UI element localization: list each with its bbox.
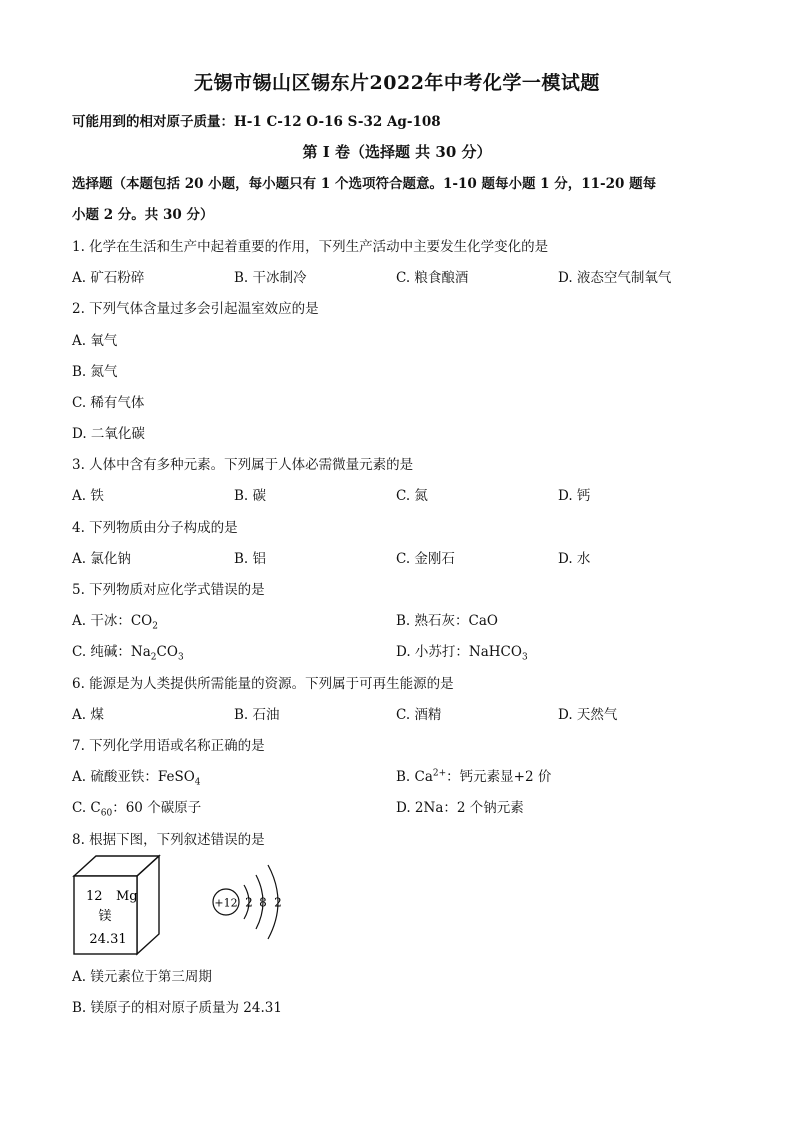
atomic-mass-info: 可能用到的相对原子质量：H-1 C-12 O-16 S-32 Ag-108	[72, 114, 441, 130]
question-6-option-c: C. 酒精	[396, 707, 442, 723]
atom-structure	[213, 865, 282, 939]
question-2-option-a: A. 氧气	[72, 333, 118, 349]
question-6-option-d: D. 天然气	[558, 707, 618, 723]
exam-title: 无锡市锡山区锡东片2022年中考化学一模试题	[194, 72, 600, 94]
element-number: 12	[86, 889, 103, 904]
question-7-option-a: A. 硫酸亚铁：FeSO$_4$	[72, 769, 201, 788]
question-4-stem: 4. 下列物质由分子构成的是	[72, 520, 238, 536]
question-3-option-b: B. 碳	[234, 488, 267, 504]
question-3-stem: 3. 人体中含有多种元素。下列属于人体必需微量元素的是	[72, 457, 414, 473]
question-2-option-c: C. 稀有气体	[72, 395, 145, 411]
question-5-option-a: A. 干冰：$CO_2$	[72, 613, 158, 632]
question-4-option-d: D. 水	[558, 551, 591, 567]
question-4-option-c: C. 金刚石	[396, 551, 455, 567]
instructions-line-2: 小题 2 分。共 30 分）	[72, 207, 214, 223]
question-1-option-c: C. 粮食酿酒	[396, 270, 469, 286]
question-2-option-d: D. 二氧化碳	[72, 426, 145, 442]
question-8-option-b: B. 镁原子的相对原子质量为 24.31	[72, 1000, 282, 1016]
question-1-stem: 1. 化学在生活和生产中起着重要的作用，下列生产活动中主要发生化学变化的是	[72, 239, 549, 255]
shell-3-electrons: 2	[274, 895, 282, 910]
question-4-option-a: A. 氯化钠	[72, 551, 131, 567]
question-3-option-d: D. 钙	[558, 488, 591, 504]
section-header: 第 I 卷（选择题 共 30 分）	[302, 143, 492, 161]
question-8-stem: 8. 根据下图，下列叙述错误的是	[72, 832, 265, 848]
question-5-option-b: B. 熟石灰：CaO	[396, 613, 498, 629]
element-symbol: Mg	[116, 889, 138, 904]
nucleus-charge: +12	[214, 896, 238, 910]
question-6-option-a: A. 煤	[72, 707, 104, 723]
element-mass: 24.31	[89, 932, 127, 947]
question-5-option-c: C. 纯碱：$Na_2CO_3$	[72, 644, 184, 663]
question-7-option-d: D. 2Na：2 个钠元素	[396, 800, 524, 816]
element-card	[74, 856, 159, 954]
question-5-option-d: D. 小苏打：NaHCO$_3$	[396, 644, 528, 663]
question-1-option-b: B. 干冰制冷	[234, 270, 307, 286]
instructions-line-1: 选择题（本题包括 20 小题，每小题只有 1 个选项符合题意。1-10 题每小题 1 分，11-20 题每	[72, 176, 657, 192]
element-name: 镁	[98, 909, 112, 924]
question-8-option-a: A. 镁元素位于第三周期	[72, 969, 212, 985]
question-7-option-c: C. $C_{60}$：60 个碳原子	[72, 800, 202, 819]
question-6-option-b: B. 石油	[234, 707, 280, 723]
question-1-option-d: D. 液态空气制氧气	[558, 270, 672, 286]
question-5-stem: 5. 下列物质对应化学式错误的是	[72, 582, 265, 598]
shell-2-electrons: 8	[259, 895, 267, 910]
question-6-stem: 6. 能源是为人类提供所需能量的资源。下列属于可再生能源的是	[72, 676, 454, 692]
question-7-stem: 7. 下列化学用语或名称正确的是	[72, 738, 265, 754]
shell-1-electrons: 2	[245, 895, 253, 910]
question-1-option-a: A. 矿石粉碎	[72, 270, 145, 286]
question-7-option-b: B. $Ca^{2+}$：钙元素显+2 价	[396, 768, 552, 785]
magnesium-diagram	[72, 852, 312, 962]
question-2-option-b: B. 氮气	[72, 364, 118, 380]
question-4-option-b: B. 铝	[234, 551, 267, 567]
question-3-option-c: C. 氮	[396, 488, 428, 504]
question-3-option-a: A. 铁	[72, 488, 104, 504]
question-2-stem: 2. 下列气体含量过多会引起温室效应的是	[72, 301, 319, 317]
